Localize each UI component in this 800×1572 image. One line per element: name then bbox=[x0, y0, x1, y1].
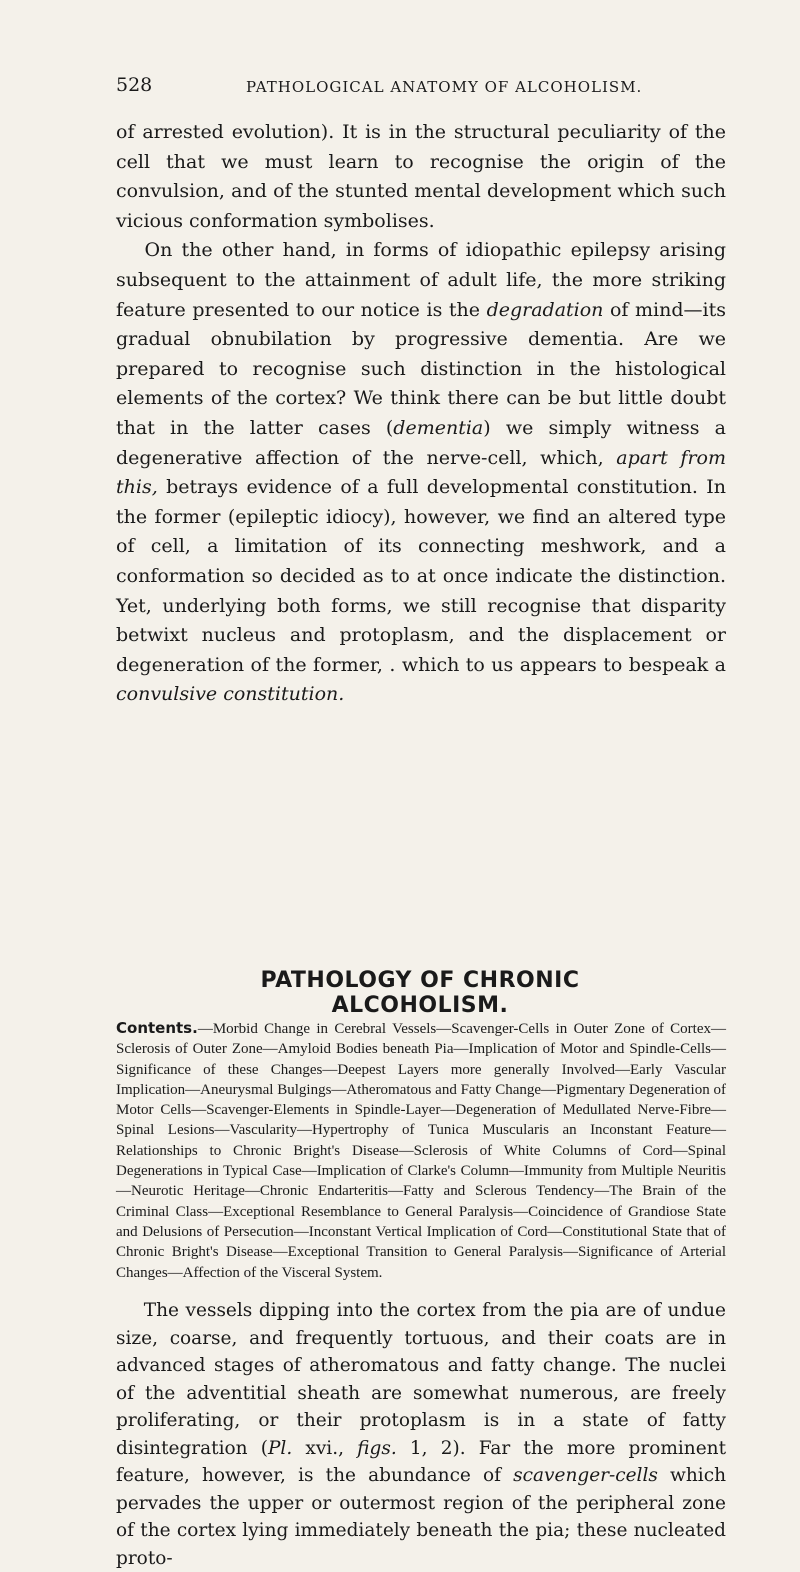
p3-italic-3: scavenger-cells bbox=[513, 1465, 658, 1486]
running-title: PATHOLOGICAL ANATOMY OF ALCOHOLISM. bbox=[246, 78, 643, 96]
paragraph-3 bbox=[116, 1297, 726, 1572]
p3-text-3: 1, 2). Far the more prominent feature, however, is the abundance of bbox=[116, 1437, 727, 1486]
p2-italic-1: degradation bbox=[486, 298, 604, 321]
section-title: PATHOLOGY OF CHRONIC ALCOHOLISM. bbox=[260, 968, 580, 1018]
body-text bbox=[116, 118, 726, 710]
p2-italic-4: convulsive constitution. bbox=[116, 683, 345, 706]
page-number: 528 bbox=[116, 74, 153, 96]
p2-italic-3: apart from this, bbox=[116, 446, 726, 499]
contents-label: Contents. bbox=[116, 1019, 198, 1037]
p3-text-2: xvi., bbox=[292, 1437, 358, 1459]
p3-text-4: which pervades the upper or outermost region of the peripheral zone of the cortex lying immediately beneath the pia; these nucleated proto- bbox=[116, 1465, 726, 1569]
body-text-continued bbox=[116, 1297, 726, 1572]
paragraph-1: of arrested evolution). It is in the structural peculiarity of the cell that we must learn to recognise the origin of the convulsion, and of the stunted mental development which such vicious conformation symbolises. bbox=[116, 121, 726, 232]
p3-text-1: The vessels dipping into the cortex from the pia are of undue size, coarse, and frequently tortuous, and their coats are in advanced stages of atheromatous and fatty change. The nuclei of the adventitial sheath are somewhat numerous, are freely proliferating, or their protoplasm is in a state of fatty disintegration ( bbox=[116, 1300, 726, 1459]
p2-italic-2: dementia bbox=[393, 416, 484, 439]
p2-text-2: of mind—its gradual obnubilation by progressive dementia. Are we prepared to recognise such distinction in the histological elements of the cortex? We think there can be but little doubt that in the latter cases ( bbox=[116, 298, 726, 439]
contents-summary bbox=[116, 1018, 726, 1283]
contents-text: —Morbid Change in Cerebral Vessels—Scavenger-Cells in Outer Zone of Cortex—Sclerosis of Outer Zone—Amyloid Bodies beneath Pia—Implication of Motor and Spindle-Cells—Significance of these Changes—Deepest Layers more generally Involved—Early Vascular Implication—Aneurysmal Bulgings—Atheromatous and Fatty Change—Pigmentary Degeneration of Motor Cells—Scavenger-Elements in Spindle-Layer—Degeneration of Medullated Nerve-Fibre—Spinal Lesions—Vascularity—Hypertrophy of Tunica Muscularis an Inconstant Feature—Relationships to Chronic Bright's Disease—Sclerosis of White Columns of Cord—Spinal Degenerations in Typical Case—Implication of Clarke's Column—Immunity from Multiple Neuritis—Neurotic Heritage—Chronic Endarteritis—Fatty and Sclerous Tendency—The Brain of the Criminal Class—Exceptional Resemblance to General Paralysis—Coincidence of Grandiose State and Delusions of Persecution—Inconstant Vertical Implication of Cord—Constitutional State that of Chronic Bright's Disease—Exceptional Transition to General Paralysis—Significance of Arterial Changes—Affection of the Visceral System. bbox=[116, 1021, 726, 1281]
page-header bbox=[116, 74, 736, 104]
p2-text-4: betrays evidence of a full developmental constitution. In the former (epileptic idiocy), however, we find an altered type of cell, a limitation of its connecting meshwork, and a conformation so decided as to at once indicate the distinction. Yet, underlying both forms, we still recognise that disparity betwixt nucleus and protoplasm, and the displacement or degeneration of the former, . which to us appears to bespeak a bbox=[116, 476, 726, 676]
p3-italic-2: figs. bbox=[357, 1437, 397, 1459]
p2-text-3: ) we simply witness a degenerative affection of the nerve-cell, which, bbox=[116, 416, 726, 469]
paragraph-2 bbox=[116, 236, 726, 710]
p2-text-1: On the other hand, in forms of idiopathic epilepsy arising subsequent to the attainment of adult life, the more striking feature presented to our notice is the bbox=[116, 239, 726, 321]
p3-italic-1: Pl. bbox=[267, 1437, 293, 1459]
